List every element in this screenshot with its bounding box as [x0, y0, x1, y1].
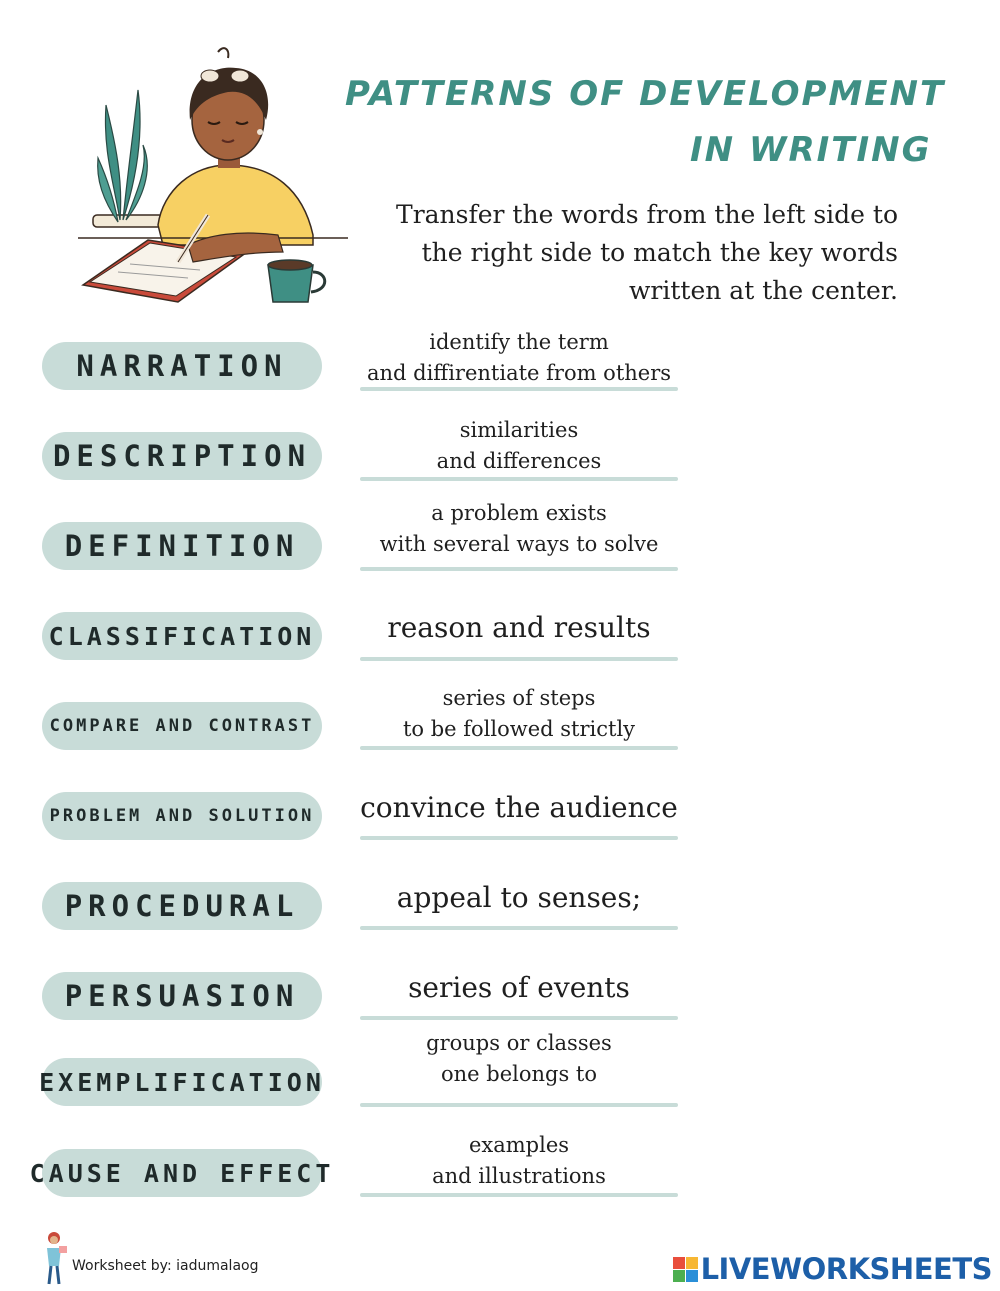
page-title-continuation: IN WRITING	[690, 130, 932, 170]
instructions-line: the right side to match the key words	[421, 238, 898, 267]
answer-text: series of steps	[442, 686, 596, 710]
instructions-line: written at the center.	[629, 276, 898, 305]
answer-underline	[360, 387, 678, 391]
keyword-pill-problem-and-solution[interactable]: PROBLEM AND SOLUTION	[42, 792, 322, 840]
answer-text: identify the term	[429, 330, 609, 354]
answer-underline	[360, 567, 678, 571]
answer-drop-zone[interactable]	[356, 1130, 682, 1192]
brand-name: LIVEWORKSHEETS	[700, 1252, 992, 1286]
keyword-pill-exemplification[interactable]: EXEMPLIFICATION	[42, 1058, 322, 1106]
student-writing-illustration	[78, 40, 348, 310]
keyword-pill-classification[interactable]: CLASSIFICATION	[42, 612, 322, 660]
answer-drop-zone[interactable]	[356, 881, 682, 915]
coffee-mug-icon	[268, 260, 325, 302]
answer-underline	[360, 1103, 678, 1107]
answer-text: and diffirentiate from others	[366, 361, 672, 385]
answer-drop-zone[interactable]	[356, 791, 682, 825]
answer-text: reason and results	[387, 611, 651, 644]
answer-text: and differences	[436, 449, 602, 473]
answer-text: to be followed strictly	[402, 717, 636, 741]
liveworksheets-logo[interactable]	[673, 1252, 992, 1286]
answer-text: a problem exists	[431, 501, 607, 525]
answer-text: series of events	[408, 971, 630, 1004]
keyword-pill-procedural[interactable]: PROCEDURAL	[42, 882, 322, 930]
answer-underline	[360, 477, 678, 481]
instructions	[338, 196, 898, 310]
answer-drop-zone[interactable]	[356, 327, 682, 389]
answer-drop-zone[interactable]	[356, 683, 682, 745]
answer-text: convince the audience	[360, 791, 678, 824]
page-title: PATTERNS OF DEVELOPMENT	[345, 74, 946, 114]
answer-underline	[360, 657, 678, 661]
logo-blocks-icon	[673, 1257, 698, 1282]
keyword-pill-compare-and-contrast[interactable]: COMPARE AND CONTRAST	[42, 702, 322, 750]
answer-underline	[360, 1193, 678, 1197]
answer-underline	[360, 926, 678, 930]
answer-text: and illustrations	[432, 1164, 606, 1188]
keyword-pill-cause-and-effect[interactable]: CAUSE AND EFFECT	[42, 1149, 322, 1197]
answer-drop-zone[interactable]	[356, 971, 682, 1005]
instructions-line: Transfer the words from the left side to	[396, 200, 898, 229]
teacher-icon	[42, 1230, 68, 1286]
answer-underline	[360, 836, 678, 840]
answer-text: similarities	[459, 418, 579, 442]
answer-text: examples	[468, 1133, 570, 1157]
answer-text: groups or classes	[426, 1031, 612, 1055]
answer-drop-zone[interactable]	[356, 1028, 682, 1090]
answer-underline	[360, 1016, 678, 1020]
keyword-pill-narration[interactable]: NARRATION	[42, 342, 322, 390]
answer-text: appeal to senses;	[396, 881, 642, 914]
keyword-pill-description[interactable]: DESCRIPTION	[42, 432, 322, 480]
keyword-pill-persuasion[interactable]: PERSUASION	[42, 972, 322, 1020]
answer-text: with several ways to solve	[379, 532, 659, 556]
answer-text: one belongs to	[440, 1062, 597, 1086]
answer-drop-zone[interactable]	[356, 498, 682, 560]
plant-icon	[93, 90, 163, 227]
keyword-pill-definition[interactable]: DEFINITION	[42, 522, 322, 570]
answer-drop-zone[interactable]	[356, 415, 682, 477]
worksheet-credit: Worksheet by: iadumalaog	[72, 1258, 259, 1274]
answer-drop-zone[interactable]	[356, 611, 682, 645]
answer-underline	[360, 746, 678, 750]
